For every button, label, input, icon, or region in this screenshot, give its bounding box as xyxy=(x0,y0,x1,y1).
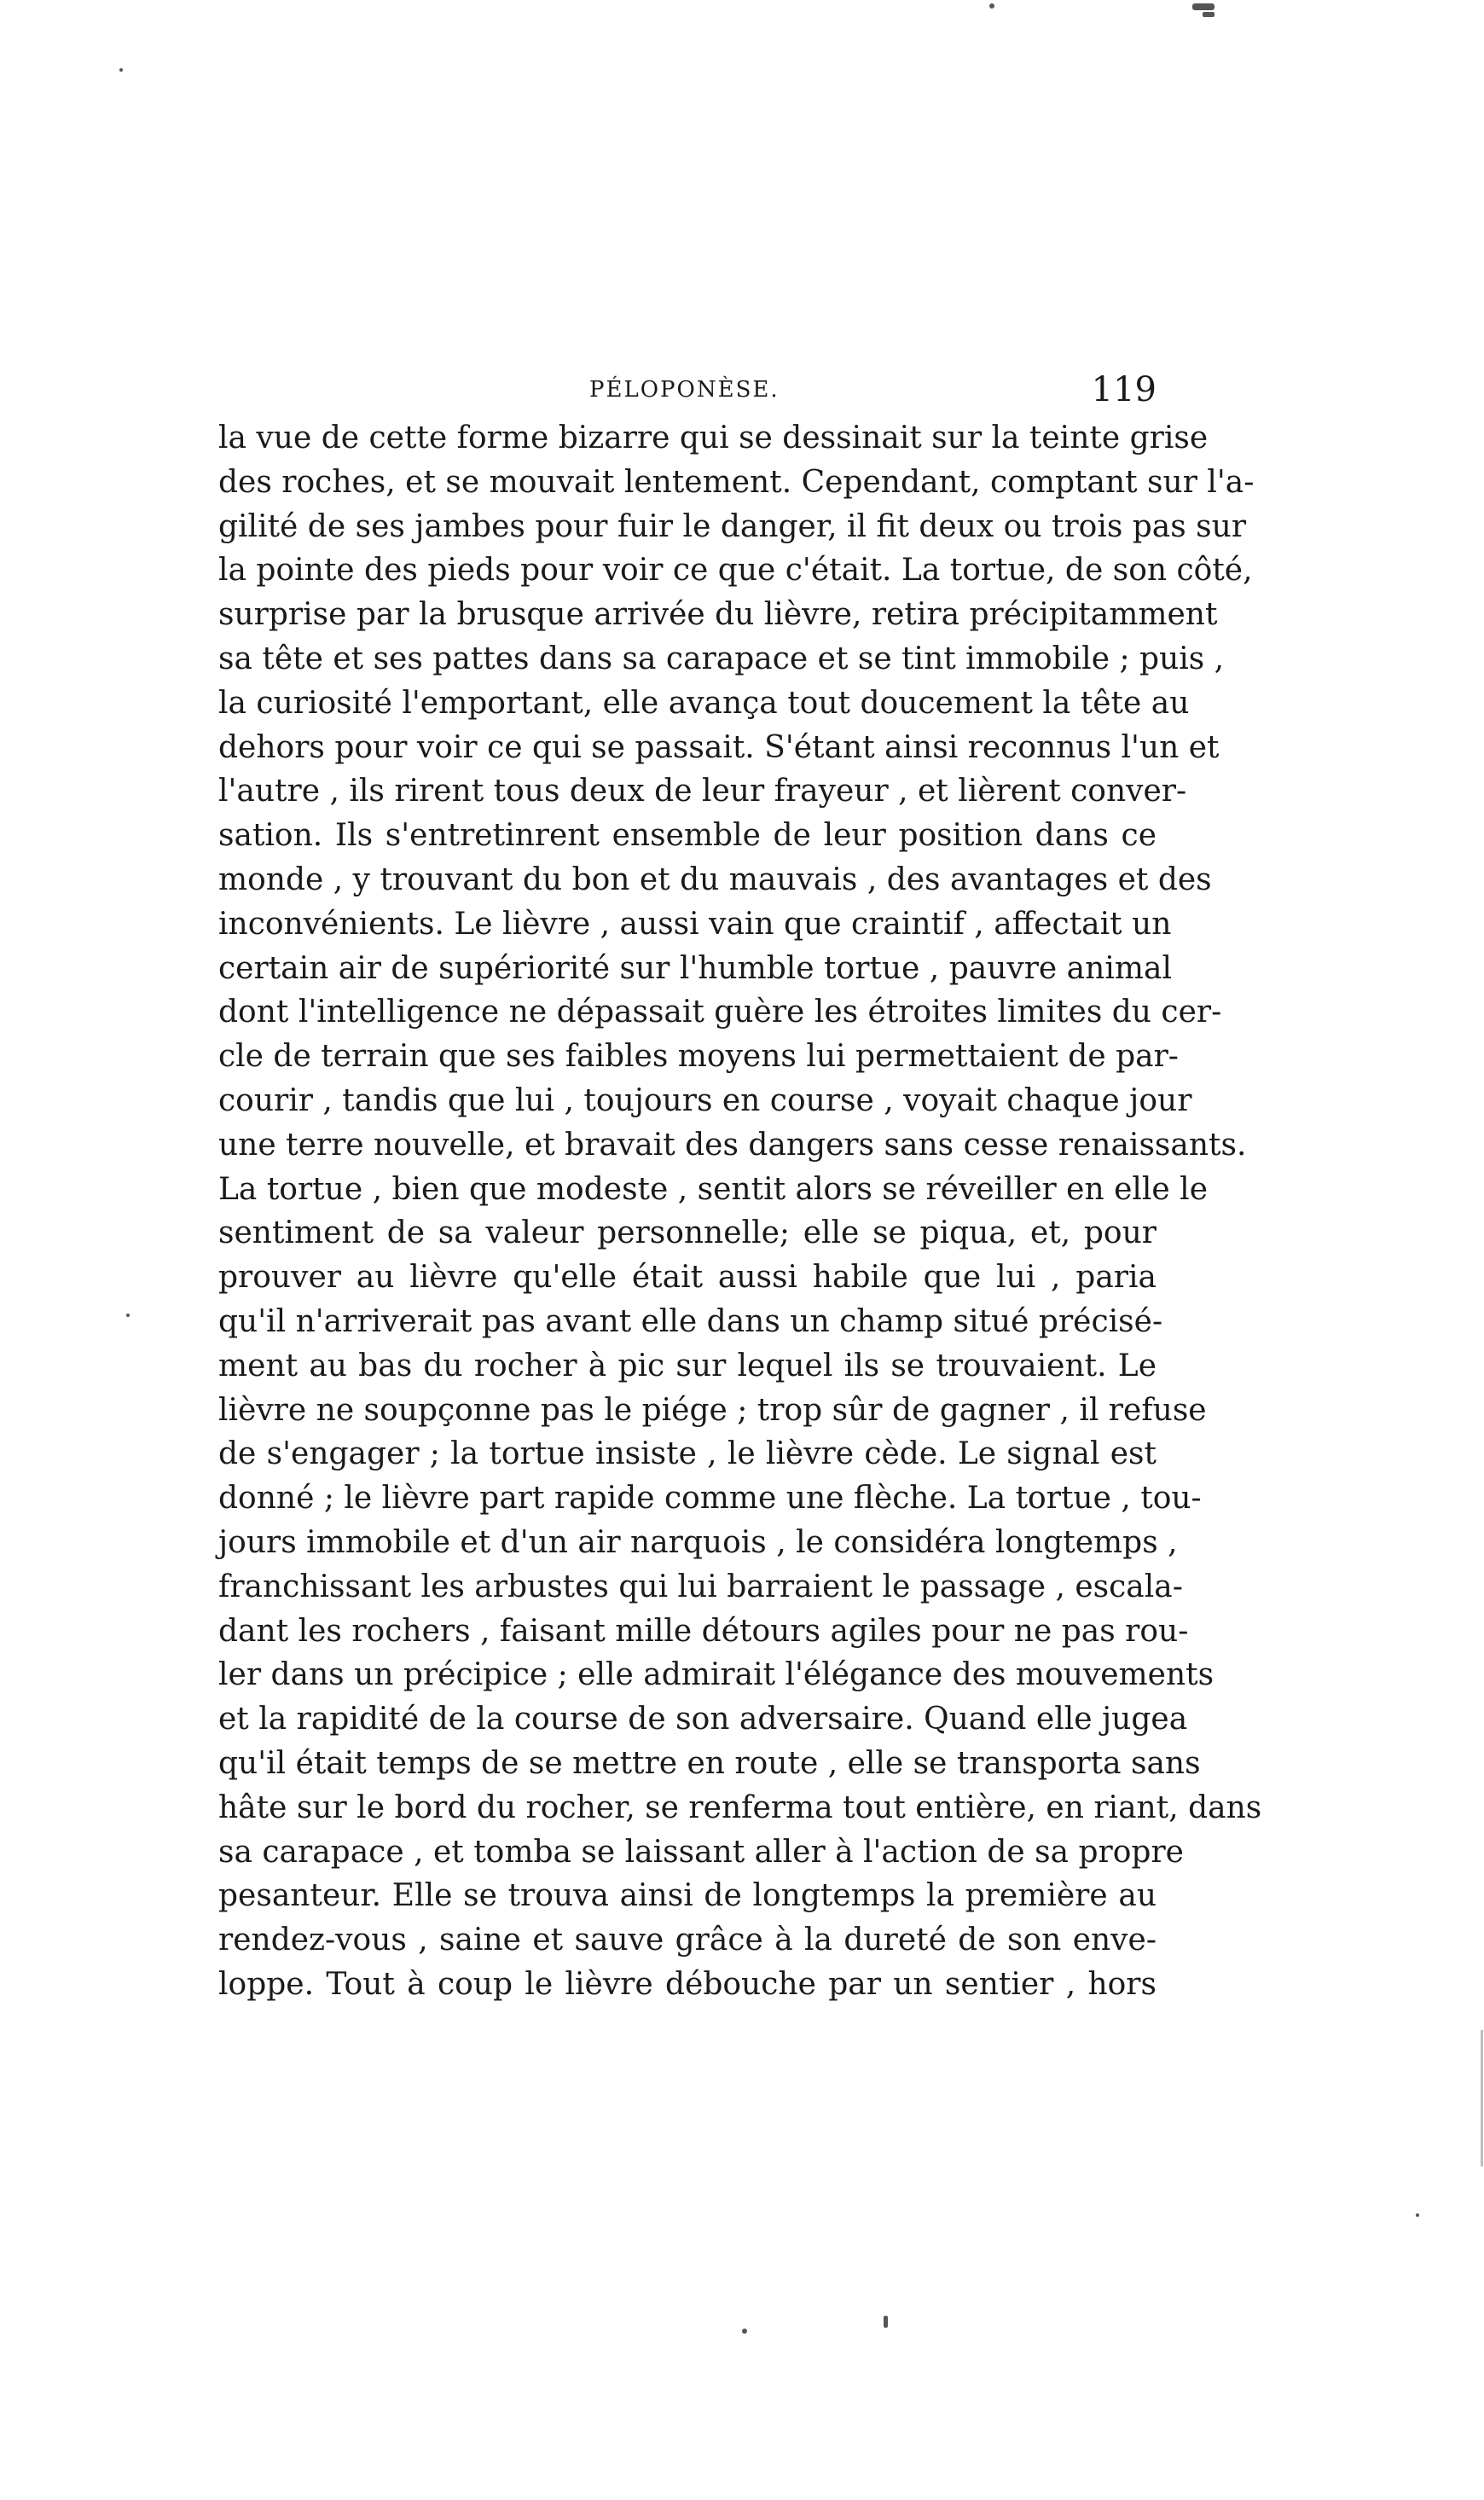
speck xyxy=(1203,12,1214,17)
text-line: sa tête et ses pattes dans sa carapace et se tint immobile ; puis , xyxy=(218,641,1225,676)
text-line: l'autre , ils rirent tous deux de leur frayeur , et lièrent conver- xyxy=(218,774,1187,809)
running-title: PÉLOPONÈSE. xyxy=(589,377,780,403)
text-line: courir , tandis que lui , toujours en course , voyait chaque jour xyxy=(218,1082,1192,1118)
text-line: la curiosité l'emportant, elle avança tout doucement la tête au xyxy=(218,685,1190,721)
text-line: sentiment de sa valeur personnelle; elle se piqua, et, pour xyxy=(218,1215,1156,1251)
speck xyxy=(884,2316,888,2328)
text-line: cle de terrain que ses faibles moyens lui permettaient de par- xyxy=(218,1039,1179,1075)
text-line: dont l'intelligence ne dépassait guère les étroites limites du cer- xyxy=(218,995,1222,1030)
speck xyxy=(1192,3,1214,10)
text-line: prouver au lièvre qu'elle était aussi habile que lui , paria xyxy=(218,1260,1156,1296)
speck xyxy=(989,3,994,9)
text-line: loppe. Tout à coup le lièvre débouche par un sentier , hors xyxy=(218,1966,1156,2002)
speck xyxy=(1416,2213,1419,2217)
text-line: La tortue , bien que modeste , sentit alors se réveiller en elle le xyxy=(218,1171,1208,1207)
text-line: ment au bas du rocher à pic sur lequel ils se trouvaient. Le xyxy=(218,1348,1156,1383)
text-line: une terre nouvelle, et bravait des dangers sans cesse renaissants. xyxy=(218,1127,1247,1163)
text-line: dehors pour voir ce qui se passait. S'étant ainsi reconnus l'un et xyxy=(218,729,1220,765)
text-line: pesanteur. Elle se trouva ainsi de longtemps la première au xyxy=(218,1878,1156,1914)
text-line: et la rapidité de la course de son adversaire. Quand elle jugea xyxy=(218,1702,1188,1737)
text-line: des roches, et se mouvait lentement. Cependant, comptant sur l'a- xyxy=(218,464,1255,500)
text-line: de s'engager ; la tortue insiste , le lièvre cède. Le signal est xyxy=(218,1436,1156,1472)
text-line: ler dans un précipice ; elle admirait l'élégance des mouvements xyxy=(218,1657,1214,1693)
speck xyxy=(126,1314,130,1317)
text-line: dant les rochers , faisant mille détours agiles pour ne pas rou- xyxy=(218,1613,1189,1649)
text-line: qu'il n'arriverait pas avant elle dans un champ situé précisé- xyxy=(218,1303,1163,1339)
text-line: monde , y trouvant du bon et du mauvais , des avantages et des xyxy=(218,861,1212,897)
speck xyxy=(742,2329,747,2334)
text-line: rendez-vous , saine et sauve grâce à la dureté de son enve- xyxy=(218,1923,1156,1958)
text-line: sation. Ils s'entretinrent ensemble de leur position dans ce xyxy=(218,818,1156,854)
text-line: sa carapace , et tomba se laissant aller à l'action de sa propre xyxy=(218,1834,1184,1870)
text-line: franchissant les arbustes qui lui barraient le passage , escala- xyxy=(218,1569,1183,1604)
text-line: la vue de cette forme bizarre qui se dessinait sur la teinte grise xyxy=(218,421,1209,455)
speck xyxy=(119,68,123,72)
page-number: 119 xyxy=(1091,370,1156,409)
edge-mark xyxy=(1481,2030,1483,2166)
text-line: gilité de ses jambes pour fuir le danger, il fit deux ou trois pas sur xyxy=(218,508,1247,544)
text-line: la pointe des pieds pour voir ce que c'était. La tortue, de son côté, xyxy=(218,553,1253,589)
body-text xyxy=(218,416,1262,2007)
text-line: lièvre ne soupçonne pas le piége ; trop sûr de gagner , il refuse xyxy=(218,1392,1207,1428)
text-line: hâte sur le bord du rocher, se renferma tout entière, en riant, dans xyxy=(218,1789,1262,1825)
text-line: inconvénients. Le lièvre , aussi vain que craintif , affectait un xyxy=(218,906,1172,942)
text-line: jours immobile et d'un air narquois , le considéra longtemps , xyxy=(218,1524,1178,1560)
text-line: qu'il était temps de se mettre en route , elle se transporta sans xyxy=(218,1745,1201,1781)
running-head xyxy=(218,368,1156,411)
text-line: surprise par la brusque arrivée du lièvre, retira précipitamment xyxy=(218,597,1218,633)
text-line: certain air de supériorité sur l'humble tortue , pauvre animal xyxy=(218,950,1172,986)
text-line: donné ; le lièvre part rapide comme une flèche. La tortue , tou- xyxy=(218,1481,1202,1517)
